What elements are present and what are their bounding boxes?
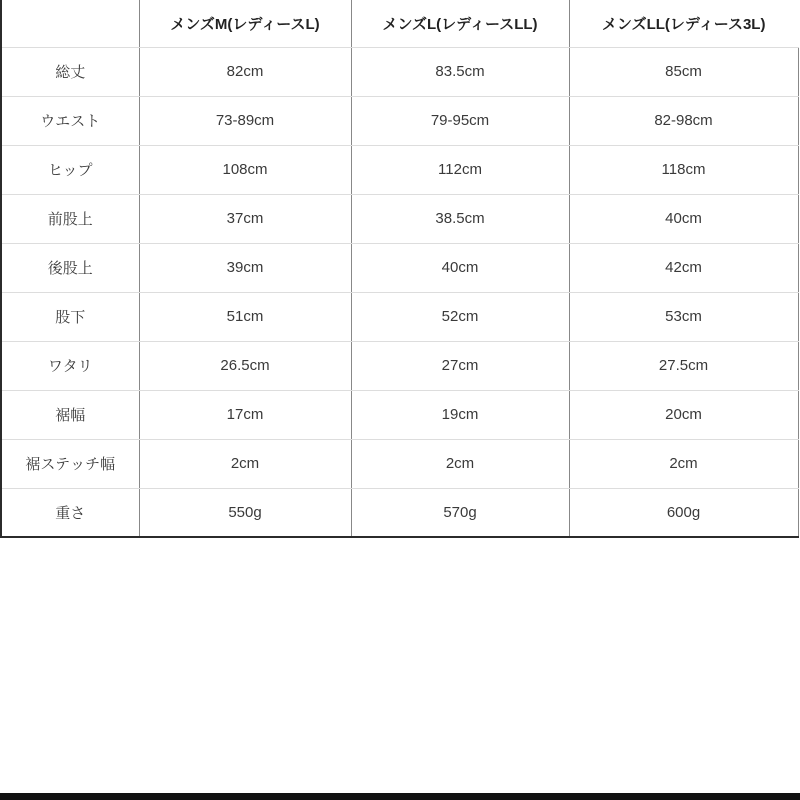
measurement-value: 82-98cm bbox=[569, 96, 798, 145]
measurement-row bbox=[1, 243, 798, 292]
measurement-value: 2cm bbox=[139, 439, 351, 488]
measurement-value: 79-95cm bbox=[351, 96, 569, 145]
size-column-header: メンズL(レディースLL) bbox=[351, 0, 569, 47]
measurement-label: 前股上 bbox=[1, 194, 139, 243]
measurement-row bbox=[1, 194, 798, 243]
corner-empty-cell bbox=[1, 0, 139, 47]
measurement-label: 後股上 bbox=[1, 243, 139, 292]
size-chart-header-row bbox=[1, 0, 798, 47]
measurement-value: 85cm bbox=[569, 47, 798, 96]
measurement-value: 82cm bbox=[139, 47, 351, 96]
measurement-row bbox=[1, 341, 798, 390]
measurement-value: 83.5cm bbox=[351, 47, 569, 96]
measurement-row bbox=[1, 439, 798, 488]
measurement-value: 52cm bbox=[351, 292, 569, 341]
measurement-value: 40cm bbox=[569, 194, 798, 243]
measurement-label: ワタリ bbox=[1, 341, 139, 390]
measurement-value: 27cm bbox=[351, 341, 569, 390]
measurement-value: 2cm bbox=[351, 439, 569, 488]
measurement-label: 裾ステッチ幅 bbox=[1, 439, 139, 488]
measurement-label: 重さ bbox=[1, 488, 139, 537]
measurement-value: 39cm bbox=[139, 243, 351, 292]
measurement-label: ヒップ bbox=[1, 145, 139, 194]
measurement-label: 総丈 bbox=[1, 47, 139, 96]
measurement-value: 17cm bbox=[139, 390, 351, 439]
measurement-value: 42cm bbox=[569, 243, 798, 292]
measurement-label: 股下 bbox=[1, 292, 139, 341]
measurement-row bbox=[1, 47, 798, 96]
measurement-row bbox=[1, 292, 798, 341]
measurement-value: 550g bbox=[139, 488, 351, 537]
measurement-value: 118cm bbox=[569, 145, 798, 194]
measurement-value: 27.5cm bbox=[569, 341, 798, 390]
measurement-value: 73-89cm bbox=[139, 96, 351, 145]
size-column-header: メンズLL(レディース3L) bbox=[569, 0, 798, 47]
measurement-value: 53cm bbox=[569, 292, 798, 341]
bottom-divider-bar bbox=[0, 793, 800, 800]
size-chart-body bbox=[1, 47, 798, 537]
measurement-value: 570g bbox=[351, 488, 569, 537]
measurement-value: 19cm bbox=[351, 390, 569, 439]
measurement-value: 40cm bbox=[351, 243, 569, 292]
measurement-value: 38.5cm bbox=[351, 194, 569, 243]
measurement-row bbox=[1, 390, 798, 439]
measurement-value: 108cm bbox=[139, 145, 351, 194]
measurement-row bbox=[1, 96, 798, 145]
measurement-value: 51cm bbox=[139, 292, 351, 341]
measurement-value: 112cm bbox=[351, 145, 569, 194]
measurement-value: 2cm bbox=[569, 439, 798, 488]
measurement-value: 26.5cm bbox=[139, 341, 351, 390]
measurement-row bbox=[1, 488, 798, 537]
measurement-value: 600g bbox=[569, 488, 798, 537]
measurement-value: 20cm bbox=[569, 390, 798, 439]
measurement-value: 37cm bbox=[139, 194, 351, 243]
measurement-row bbox=[1, 145, 798, 194]
size-column-header: メンズM(レディースL) bbox=[139, 0, 351, 47]
measurement-label: 裾幅 bbox=[1, 390, 139, 439]
measurement-label: ウエスト bbox=[1, 96, 139, 145]
